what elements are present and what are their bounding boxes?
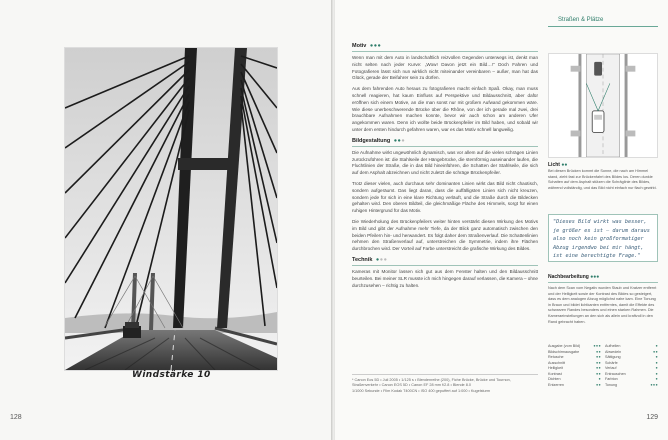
page-number-left: 128 — [10, 414, 22, 421]
post-processing-text: Nach dem Scan vom Negativ wurden Staub und Kratzer entfernt und der Helligkeit sowie der Kontrast des Bildes so gesteigert, dass es dem analogen Abzug möglichst nahe kam. Eine Tonung in Braun und bildet lichtkanten entferntes, damit die Effekte des schwarzen Randes besonders und einen starken Rahmen. Die Kameraeinstellungen an den sich als allein und kraftvoll in den Rand gebracht haben. — [548, 286, 657, 324]
rating-value: ● — [655, 355, 658, 359]
footnote-line: * Canon Eos 5D • Juli 2005 • 1/125 s • Blendenreihe (200), Fiche Brücke, Brücke und Tournon, Straßenverkehr • Canon EOS 5D • Canon EF 28 mm f/2.8 • Blende 8.0 — [352, 378, 511, 388]
rating-dots: ● — [375, 256, 380, 263]
rating-dots: ●●● — [590, 274, 600, 280]
section-bildgestaltung — [352, 138, 538, 253]
rating-label: Entrauschen — [605, 371, 626, 376]
section-motiv — [352, 43, 538, 134]
rating-label: Ausgabe (vom Bild) — [548, 344, 581, 348]
rating-value: ●● — [595, 349, 601, 354]
photo-frame — [65, 48, 277, 370]
rating-label: Entzerren — [548, 382, 564, 387]
rating-label: Verlauf — [605, 366, 617, 370]
rating-value: ● — [655, 377, 658, 381]
paragraph: Die Wiederholung des Brückenpfeilers weiter hinten verstärkt diesen Wirkung des Motivs im Bild und gibt der Aufnahme mehr Tiefe, da der Blick ganz automatisch zwischen den beiden Pfeilern hin- und herwandert. Es folgt daher dem Straßenverlauf. Die Schattenlinien nehmen den Straßenverlauf auf, unterstreichen die Symmetrie, indem ihre Flächen durchbrochen wird. Der Vorteil auf Farbe unterstreicht die grafische Wirkung des Bildes. — [352, 218, 538, 252]
section-technik — [352, 257, 538, 289]
diagram-caption — [548, 162, 658, 191]
rating-dots: ●●● — [369, 43, 382, 49]
rating-dots-empty: ● — [401, 137, 406, 144]
section-rule — [352, 51, 538, 52]
rating-label: Tonung — [605, 382, 618, 387]
paragraph: Aus dem fahrenden Auto heraus zu fotografieren macht einfach Spaß. Okay, man muss schnell reagieren, hat kaum Einfluss auf Perspektive und Bildausschnitt, aber dafür eröffnen sich einem Motive, an die man sonst nur mit großem Aufwand gekommen wäre. Wie diese unerbeschwerende Brücke über die Rhône, von der ich gerade mal zwei, drei brauchbare Aufnahmen machen konnte, bevor wir auch schon am anderen Ufer angekommen waren. Denn ich wollte beide Brückenpfeiler im Bild haben, und sobald wir unter dem ersten hindurch gefahren waren, war es das Motiv schnell langweilig. — [352, 86, 538, 132]
rating-row — [548, 383, 601, 389]
post-processing-title: Nachbearbeitung — [548, 274, 589, 280]
paragraph: Trotz dieser vielen, auch durchaus sehr dominanten Linien wirkt das Bild nicht chaotisch, sondern aufgeräumt. Das liegt daran, dass die auffälligsten Linien sich nicht kreuzen, sondern jede für sich in eine klare Richtung verläuft, und die Straße durch die Bildecken gehalten wird. Den oberen Bildteil, die gleichmäßige Fläche des Himmels, sorgt für einen ruhigen Hintergrund für das Motiv. — [352, 180, 538, 214]
running-head-rule — [548, 26, 658, 27]
running-head: Straßen & Plätze — [558, 17, 604, 23]
rating-label: Helligkeit — [548, 366, 563, 370]
position-diagram — [548, 53, 658, 158]
rating-label: Retusche — [548, 355, 564, 359]
rating-value: ●● — [595, 371, 601, 376]
photo-caption: Windstärke 10 — [132, 370, 211, 380]
photo-footnote — [352, 374, 538, 394]
rating-dots-empty: ●● — [379, 256, 388, 263]
caption-text: Bei diesen Brücken kommt die Sonne, die nach am Himmel stand, zieht fast zur Brückenfahrt des Bildes los. Deren dunkle Schatten auf dem Asphalt stützen die Schräglinie des Bildes, während vollständig, und das Bild nicht einfach nur flach gewirkt. — [548, 169, 657, 190]
car-diagram-icon — [549, 54, 657, 157]
rating-value: ●●● — [593, 344, 601, 348]
section-rule — [352, 146, 538, 147]
rating-label: Ausschnitt — [548, 360, 566, 365]
rating-label: Dichten — [548, 377, 561, 381]
footnote-line: 1/1000 Sekunde • Film Kodak T400CN • ISO 400 gepuffert auf 1:000 • Kugelsturm — [352, 388, 491, 393]
paragraph: Kameras mit Monitor lassen sich gut aus dem Fenster halten und den Bildausschnitt beurteilen. Bei meiner SLR musste ich mich hingegen darauf verlassen, die Kamera – ohne durchzusehen – richtig zu halten. — [352, 268, 538, 288]
rating-value: ●● — [595, 355, 601, 359]
paragraph: Die Aufnahme wirkt ungewöhnlich dynamisch, was vor allem auf die vielen schrägen Linien zurückzuführen ist: die Stahlseile der Hängebrücke, die sternförmig auseinander laufen, die Fluchtlinien der Straße, die in das Bild hineinführen, die Schatten der Stahlseile, die sich auf dem Asphalt abzeichnen und nicht zuletzt die schräge Brückenpfeiler. — [352, 149, 538, 176]
ratings-table — [548, 344, 658, 388]
rating-label: Kontrast — [548, 371, 562, 376]
section-title: Motiv — [352, 43, 367, 49]
section-title: Bildgestaltung — [352, 137, 391, 144]
section-rule — [352, 265, 538, 266]
rating-label: Sättigung — [605, 355, 621, 359]
bridge-photo — [65, 48, 277, 370]
rating-value: ● — [655, 344, 658, 348]
rating-value: ● — [655, 360, 658, 365]
rating-label: Abwedeln — [605, 349, 622, 354]
rating-value: ● — [598, 377, 601, 381]
rating-label: Bildschirmausgabe — [548, 349, 580, 354]
main-text-column — [352, 43, 538, 293]
rating-value: ●● — [595, 360, 601, 365]
rating-value: ●● — [652, 349, 658, 354]
section-rule — [548, 282, 658, 283]
rating-dots: ●● — [561, 162, 568, 168]
paragraph: Wenn man mit dem Auto in landschaftlich reizvollen Gegenden unterwegs ist, denkt man nicht selten nach jeder Kurve: „Wow! Davon jetzt ein Bild…!“ Doch Fahren und Fotografieren lässt sich nun wirklich nicht miteinander vereinbaren – außer, man hat das Glück, gerade der Beifahrer sein zu dürfen. — [352, 55, 538, 81]
section-title: Technik — [352, 256, 373, 263]
handwritten-note: "Dieses Bild wirkt was besser, je größer es ist – darum daraus also noch kein großformatiger Abzug irgendwo bei mir hängt, ist eine berechtigte Frage." — [548, 214, 658, 262]
rating-label: Schärfe — [605, 360, 618, 365]
left-page — [0, 0, 333, 440]
rating-value: ● — [655, 366, 658, 370]
rating-row — [605, 383, 658, 389]
rating-value: ●●● — [650, 382, 658, 387]
rating-dots: ●● — [393, 137, 402, 144]
ratings-grid — [548, 344, 658, 388]
post-processing-box — [548, 274, 658, 325]
rating-value: ●● — [595, 382, 601, 387]
page-number-right: 129 — [646, 414, 658, 421]
rating-value: ● — [655, 371, 658, 376]
caption-title: Licht — [548, 162, 560, 168]
rating-label: Aufhellen — [605, 344, 621, 348]
rating-label: Farbton — [605, 377, 618, 381]
rating-value: ●● — [595, 366, 601, 370]
